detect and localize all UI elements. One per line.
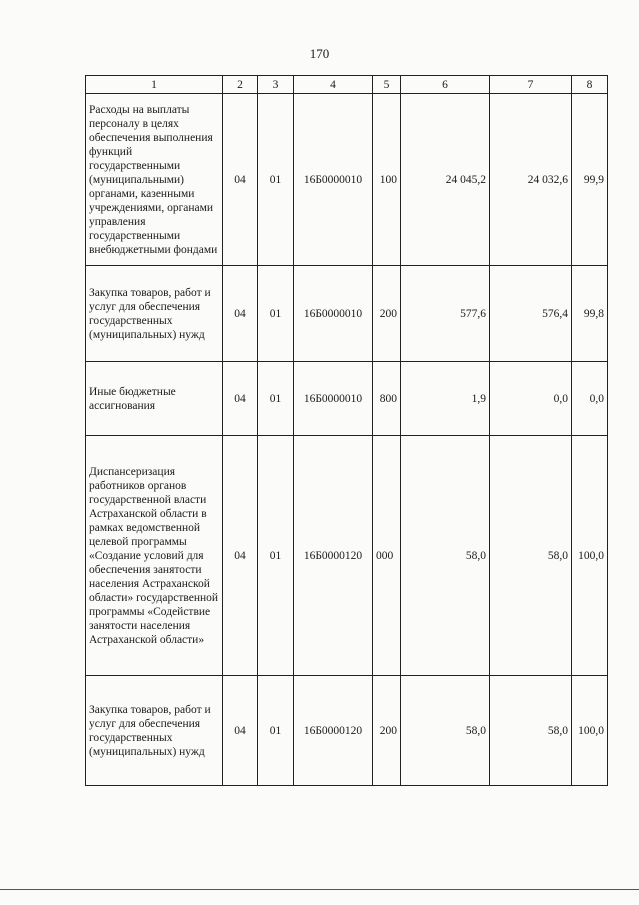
row-name: Иные бюджетные ассигнования (86, 362, 223, 436)
row-col-6: 58,0 (401, 436, 490, 676)
row-name: Диспансеризация работников органов государственной власти Астраханской области в рамках ведомственной целевой программы «Создание условий для обеспечения занятости населения Астраханской области» государственной программы «Содействие занятости населения Астраханской области» (86, 436, 223, 676)
header-col-6: 6 (401, 76, 490, 94)
row-target-article: 16Б0000010 (294, 362, 373, 436)
row-col-8: 100,0 (572, 676, 608, 786)
table-row (86, 362, 608, 436)
page-number: 170 (309, 46, 330, 61)
header-col-5: 5 (373, 76, 401, 94)
row-col-6: 24 045,2 (401, 94, 490, 266)
table-header-row (86, 76, 608, 94)
row-section: 04 (223, 436, 258, 676)
row-col-7: 0,0 (490, 362, 572, 436)
row-name: Закупка товаров, работ и услуг для обеспечения государственных (муниципальных) нужд (86, 676, 223, 786)
budget-table (85, 75, 608, 786)
row-col-8: 100,0 (572, 436, 608, 676)
row-col-7: 576,4 (490, 266, 572, 362)
row-section: 04 (223, 94, 258, 266)
row-expense-type: 100 (373, 94, 401, 266)
row-col-6: 577,6 (401, 266, 490, 362)
row-expense-type: 200 (373, 266, 401, 362)
row-col-8: 0,0 (572, 362, 608, 436)
row-col-8: 99,8 (572, 266, 608, 362)
row-subsection: 01 (258, 676, 294, 786)
row-subsection: 01 (258, 436, 294, 676)
header-col-7: 7 (490, 76, 572, 94)
row-col-6: 58,0 (401, 676, 490, 786)
row-target-article: 16Б0000010 (294, 266, 373, 362)
header-col-3: 3 (258, 76, 294, 94)
row-target-article: 16Б0000010 (294, 94, 373, 266)
table-row (86, 94, 608, 266)
row-target-article: 16Б0000120 (294, 676, 373, 786)
row-name: Закупка товаров, работ и услуг для обеспечения государственных (муниципальных) нужд (86, 266, 223, 362)
table-row (86, 436, 608, 676)
row-subsection: 01 (258, 362, 294, 436)
page-bottom-divider (0, 889, 639, 890)
row-col-7: 58,0 (490, 436, 572, 676)
row-expense-type: 000 (373, 436, 401, 676)
row-subsection: 01 (258, 94, 294, 266)
row-expense-type: 800 (373, 362, 401, 436)
row-col-6: 1,9 (401, 362, 490, 436)
row-section: 04 (223, 676, 258, 786)
row-target-article: 16Б0000120 (294, 436, 373, 676)
row-subsection: 01 (258, 266, 294, 362)
row-col-8: 99,9 (572, 94, 608, 266)
row-section: 04 (223, 266, 258, 362)
header-col-8: 8 (572, 76, 608, 94)
header-col-1: 1 (86, 76, 223, 94)
row-col-7: 24 032,6 (490, 94, 572, 266)
row-section: 04 (223, 362, 258, 436)
header-col-4: 4 (294, 76, 373, 94)
row-name: Расходы на выплаты персоналу в целях обеспечения выполнения функций государственными (муниципальными) органами, казенными учреждениями, органами управления государственными внебюджетными фондами (86, 94, 223, 266)
row-expense-type: 200 (373, 676, 401, 786)
row-col-7: 58,0 (490, 676, 572, 786)
table-row (86, 266, 608, 362)
header-col-2: 2 (223, 76, 258, 94)
table-row (86, 676, 608, 786)
